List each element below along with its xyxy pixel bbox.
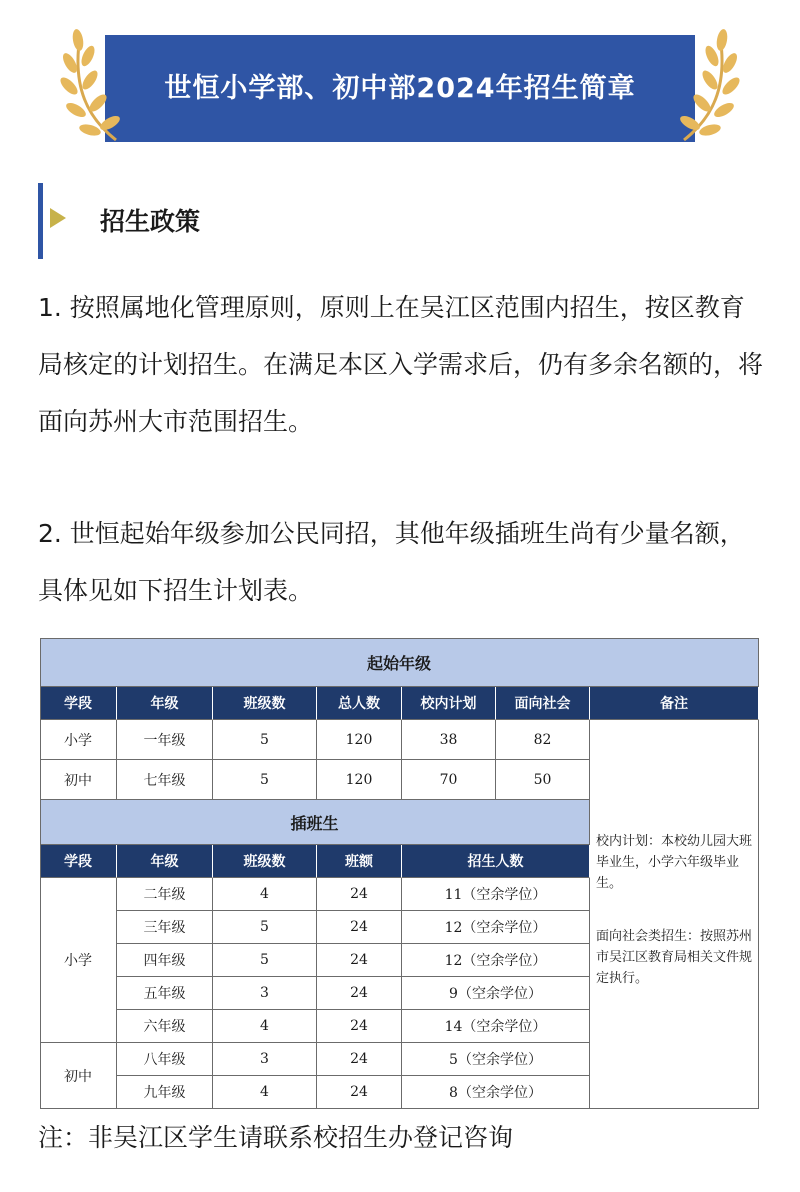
table-cell: 二年级 [117, 878, 213, 911]
transfer-header-stage: 学段 [40, 845, 117, 878]
table-cell: 82 [496, 720, 590, 760]
table-cell: 9（空余学位） [402, 977, 590, 1010]
table-cell: 初中 [40, 760, 117, 800]
table-cell: 九年级 [117, 1076, 213, 1109]
table-cell: 12（空余学位） [402, 911, 590, 944]
transfer-header-enrollment: 招生人数 [402, 845, 590, 878]
table-cell: 38 [402, 720, 496, 760]
table-cell: 5 [213, 760, 317, 800]
transfer-title: 插班生 [40, 800, 590, 845]
transfer-header-class-size: 班额 [317, 845, 402, 878]
footnote: 注：非吴江区学生请联系校招生办登记咨询 [38, 1123, 514, 1152]
table-cell: 一年级 [117, 720, 213, 760]
table-cell: 4 [213, 878, 317, 911]
table-cell: 14（空余学位） [402, 1010, 590, 1043]
note-internal-plan: 校内计划：本校幼儿园大班毕业生，小学六年级毕业生。 [596, 834, 753, 891]
enrollment-table [40, 638, 759, 1109]
table-cell: 5 [213, 944, 317, 977]
table-cell: 五年级 [117, 977, 213, 1010]
note-public-enrollment: 面向社会类招生：按照苏州市吴江区教育局相关文件规定执行。 [596, 929, 753, 986]
header-public: 面向社会 [496, 687, 590, 720]
table-cell: 50 [496, 760, 590, 800]
table-cell: 小学 [40, 720, 117, 760]
table-cell: 3 [213, 1043, 317, 1076]
table-cell: 120 [317, 760, 402, 800]
table-cell: 11（空余学位） [402, 878, 590, 911]
title-banner [105, 35, 695, 142]
header-stage: 学段 [40, 687, 117, 720]
table-cell: 120 [317, 720, 402, 760]
stage-middle: 初中 [40, 1043, 117, 1109]
table-cell: 八年级 [117, 1043, 213, 1076]
table-cell: 12（空余学位） [402, 944, 590, 977]
triangle-bullet-icon [50, 208, 66, 228]
table-cell: 4 [213, 1010, 317, 1043]
policy-paragraph-1: 1. 按照属地化管理原则，原则上在吴江区范围内招生，按区教育局核定的计划招生。在满足本区入学需求后，仍有多余名额的，将面向苏州大市范围招生。 [38, 293, 764, 436]
policy-paragraph-2: 2. 世恒起始年级参加公民同招，其他年级插班生尚有少量名额，具体见如下招生计划表。 [38, 519, 745, 605]
table-cell: 24 [317, 1076, 402, 1109]
header-total: 总人数 [317, 687, 402, 720]
table-cell: 3 [213, 977, 317, 1010]
table-cell: 24 [317, 977, 402, 1010]
table-cell: 六年级 [117, 1010, 213, 1043]
header-notes: 备注 [590, 687, 759, 720]
table-cell: 七年级 [117, 760, 213, 800]
table-cell: 70 [402, 760, 496, 800]
table-cell: 24 [317, 911, 402, 944]
table-cell: 24 [317, 878, 402, 911]
table-cell: 三年级 [117, 911, 213, 944]
table-cell: 24 [317, 1043, 402, 1076]
stage-primary: 小学 [40, 878, 117, 1043]
header-class-count: 班级数 [213, 687, 317, 720]
table-cell: 8（空余学位） [402, 1076, 590, 1109]
table-cell: 四年级 [117, 944, 213, 977]
transfer-header-class-count: 班级数 [213, 845, 317, 878]
table-cell: 5（空余学位） [402, 1043, 590, 1076]
transfer-header-grade: 年级 [117, 845, 213, 878]
laurel-left-icon [58, 18, 128, 148]
header-grade: 年级 [117, 687, 213, 720]
table-cell: 5 [213, 720, 317, 760]
table-cell: 4 [213, 1076, 317, 1109]
table-cell: 5 [213, 911, 317, 944]
table-cell: 24 [317, 1010, 402, 1043]
section-title: 招生政策 [100, 207, 201, 236]
start-grade-title: 起始年级 [40, 638, 759, 687]
laurel-right-icon [672, 18, 742, 148]
table-cell: 24 [317, 944, 402, 977]
section-accent-bar [38, 183, 43, 259]
notes-cell [590, 720, 759, 1109]
header-internal-plan: 校内计划 [402, 687, 496, 720]
page-title: 世恒小学部、初中部2024年招生简章 [164, 73, 636, 104]
